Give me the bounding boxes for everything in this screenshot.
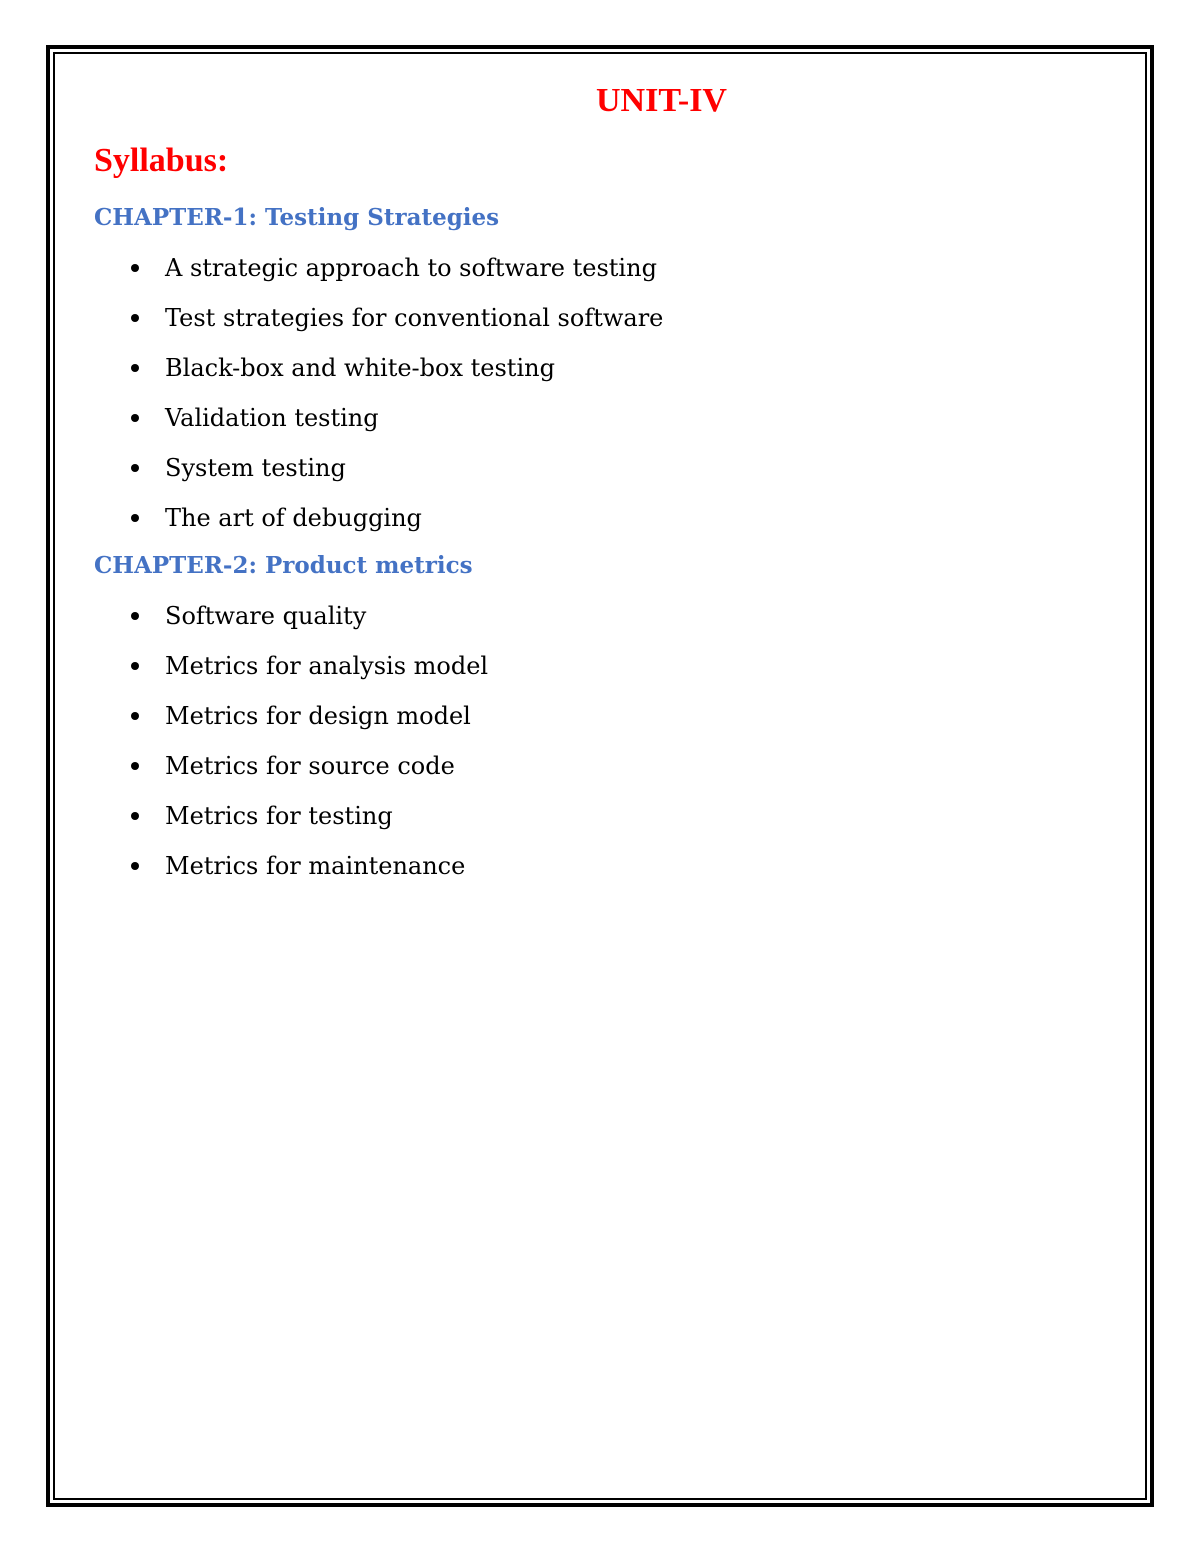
chapter-2-topic-list bbox=[94, 601, 1114, 901]
document-content bbox=[94, 80, 1114, 901]
topic-label: The art of debugging bbox=[165, 504, 422, 532]
list-item bbox=[94, 651, 1114, 701]
bullet-icon bbox=[131, 514, 139, 522]
list-item bbox=[94, 701, 1114, 751]
list-item bbox=[94, 851, 1114, 901]
bullet-icon bbox=[131, 414, 139, 422]
chapter-1-topic-list bbox=[94, 253, 1114, 551]
topic-label: Software quality bbox=[165, 602, 367, 630]
list-item bbox=[94, 253, 1114, 303]
bullet-icon bbox=[131, 712, 139, 720]
list-item bbox=[94, 801, 1114, 851]
bullet-icon bbox=[131, 662, 139, 670]
bullet-icon bbox=[131, 812, 139, 820]
list-item bbox=[94, 601, 1114, 651]
list-item bbox=[94, 403, 1114, 453]
topic-label: A strategic approach to software testing bbox=[165, 254, 657, 282]
unit-title: UNIT-IV bbox=[595, 82, 727, 119]
topic-label: System testing bbox=[165, 454, 346, 482]
topic-label: Black-box and white-box testing bbox=[165, 354, 555, 382]
topic-label: Metrics for testing bbox=[165, 802, 393, 830]
chapter-2-heading: CHAPTER-2: Product metrics bbox=[94, 552, 473, 579]
bullet-icon bbox=[131, 862, 139, 870]
topic-label: Test strategies for conventional software bbox=[165, 304, 664, 332]
topic-label: Metrics for design model bbox=[165, 702, 471, 730]
bullet-icon bbox=[131, 364, 139, 372]
list-item bbox=[94, 453, 1114, 503]
list-item bbox=[94, 503, 1114, 551]
list-item bbox=[94, 303, 1114, 353]
bullet-icon bbox=[131, 264, 139, 272]
chapter-1-heading: CHAPTER-1: Testing Strategies bbox=[94, 204, 500, 231]
list-item bbox=[94, 353, 1114, 403]
topic-label: Metrics for source code bbox=[165, 752, 455, 780]
topic-label: Metrics for maintenance bbox=[165, 852, 466, 880]
syllabus-heading: Syllabus: bbox=[94, 142, 229, 179]
bullet-icon bbox=[131, 612, 139, 620]
bullet-icon bbox=[131, 762, 139, 770]
topic-label: Metrics for analysis model bbox=[165, 652, 489, 680]
bullet-icon bbox=[131, 314, 139, 322]
bullet-icon bbox=[131, 464, 139, 472]
topic-label: Validation testing bbox=[165, 404, 379, 432]
list-item bbox=[94, 751, 1114, 801]
